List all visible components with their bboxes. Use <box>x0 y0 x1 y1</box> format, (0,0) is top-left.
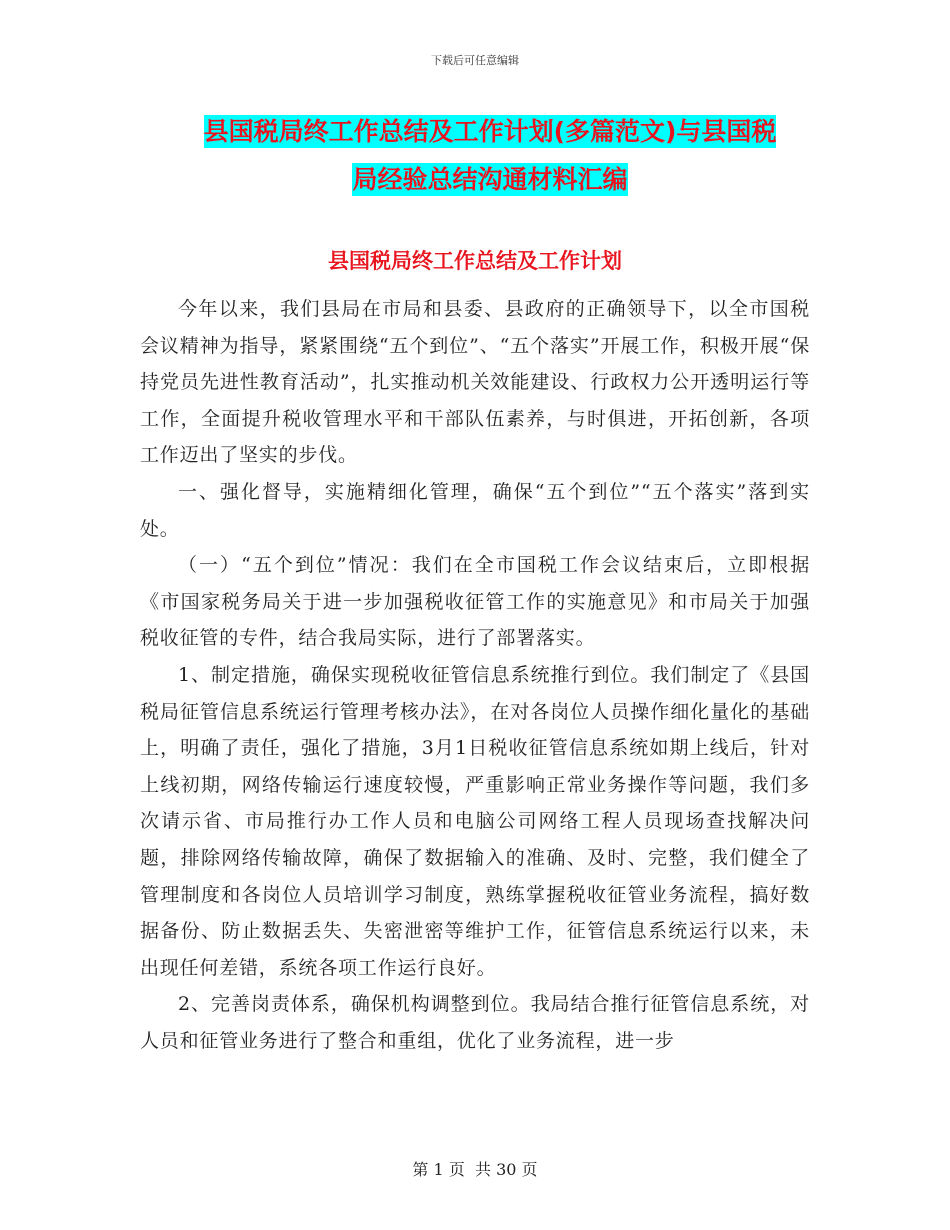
page-header: 下载后可任意编辑 <box>431 54 519 67</box>
footer-prefix: 第 <box>412 1160 429 1179</box>
paragraph: 一、强化督导，实施精细化管理，确保“五个到位”“五个落实”落到实处。 <box>140 480 810 540</box>
paragraph: 2、完善岗责体系，确保机构调整到位。我局结合推行征管信息系统，对人员和征管业务进行了整合和重组，优化了业务流程，进一步 <box>140 993 810 1052</box>
footer-page-number: 1 <box>433 1160 444 1179</box>
footer-mid: 页 共 <box>448 1160 491 1179</box>
section-title: 县国税局终工作总结及工作计划 <box>328 249 622 273</box>
paragraph: 今年以来，我们县局在市局和县委、县政府的正确领导下，以全市国税会议精神为指导，紧紧围绕“五个到位”、“五个落实”开展工作，积极开展“保持党员先进性教育活动”，扎实推动机关效能建设、行政权力公开透明运行等工作，全面提升税收管理水平和干部队伍素养，与时俱进，开拓创新，各项工作迈出了坚实的步伐。 <box>140 298 810 467</box>
footer-total-pages: 30 <box>496 1160 517 1179</box>
paragraph: 1、制定措施，确保实现税收征管信息系统推行到位。我们制定了《县国税局征管信息系统运行管理考核办法》，在对各岗位人员操作细化量化的基础上，明确了责任，强化了措施，3月1日税收征管信息系统如期上线后，针对上线初期，网络传输运行速度较慢，严重影响正常业务操作等问题，我们多次请示省、市局推行办工作人员和电脑公司网络工程人员现场查找解决问题，排除网络传输故障，确保了数据输入的准确、及时、完整，我们健全了管理制度和各岗位人员培训学习制度，熟练掌握税收征管业务流程，搞好数据备份、防止数据丢失、失密泄密等维护工作，征管信息系统运行以来，未出现任何差错，系统各项工作运行良好。 <box>140 663 810 979</box>
document-title-line-1: 县国税局终工作总结及工作计划(多篇范文)与县国税 <box>203 117 777 146</box>
document-title-line-2: 局经验总结沟通材料汇编 <box>352 165 628 194</box>
body-text <box>140 291 810 1059</box>
footer-suffix: 页 <box>521 1160 538 1179</box>
document-title <box>150 108 830 204</box>
paragraph: （一）“五个到位”情况：我们在全市国税工作会议结束后，立即根据《市国家税务局关于进一步加强税收征管工作的实施意见》和市局关于加强税收征管的专件，结合我局实际，进行了部署落实。 <box>140 554 810 650</box>
page-footer <box>0 1157 950 1180</box>
